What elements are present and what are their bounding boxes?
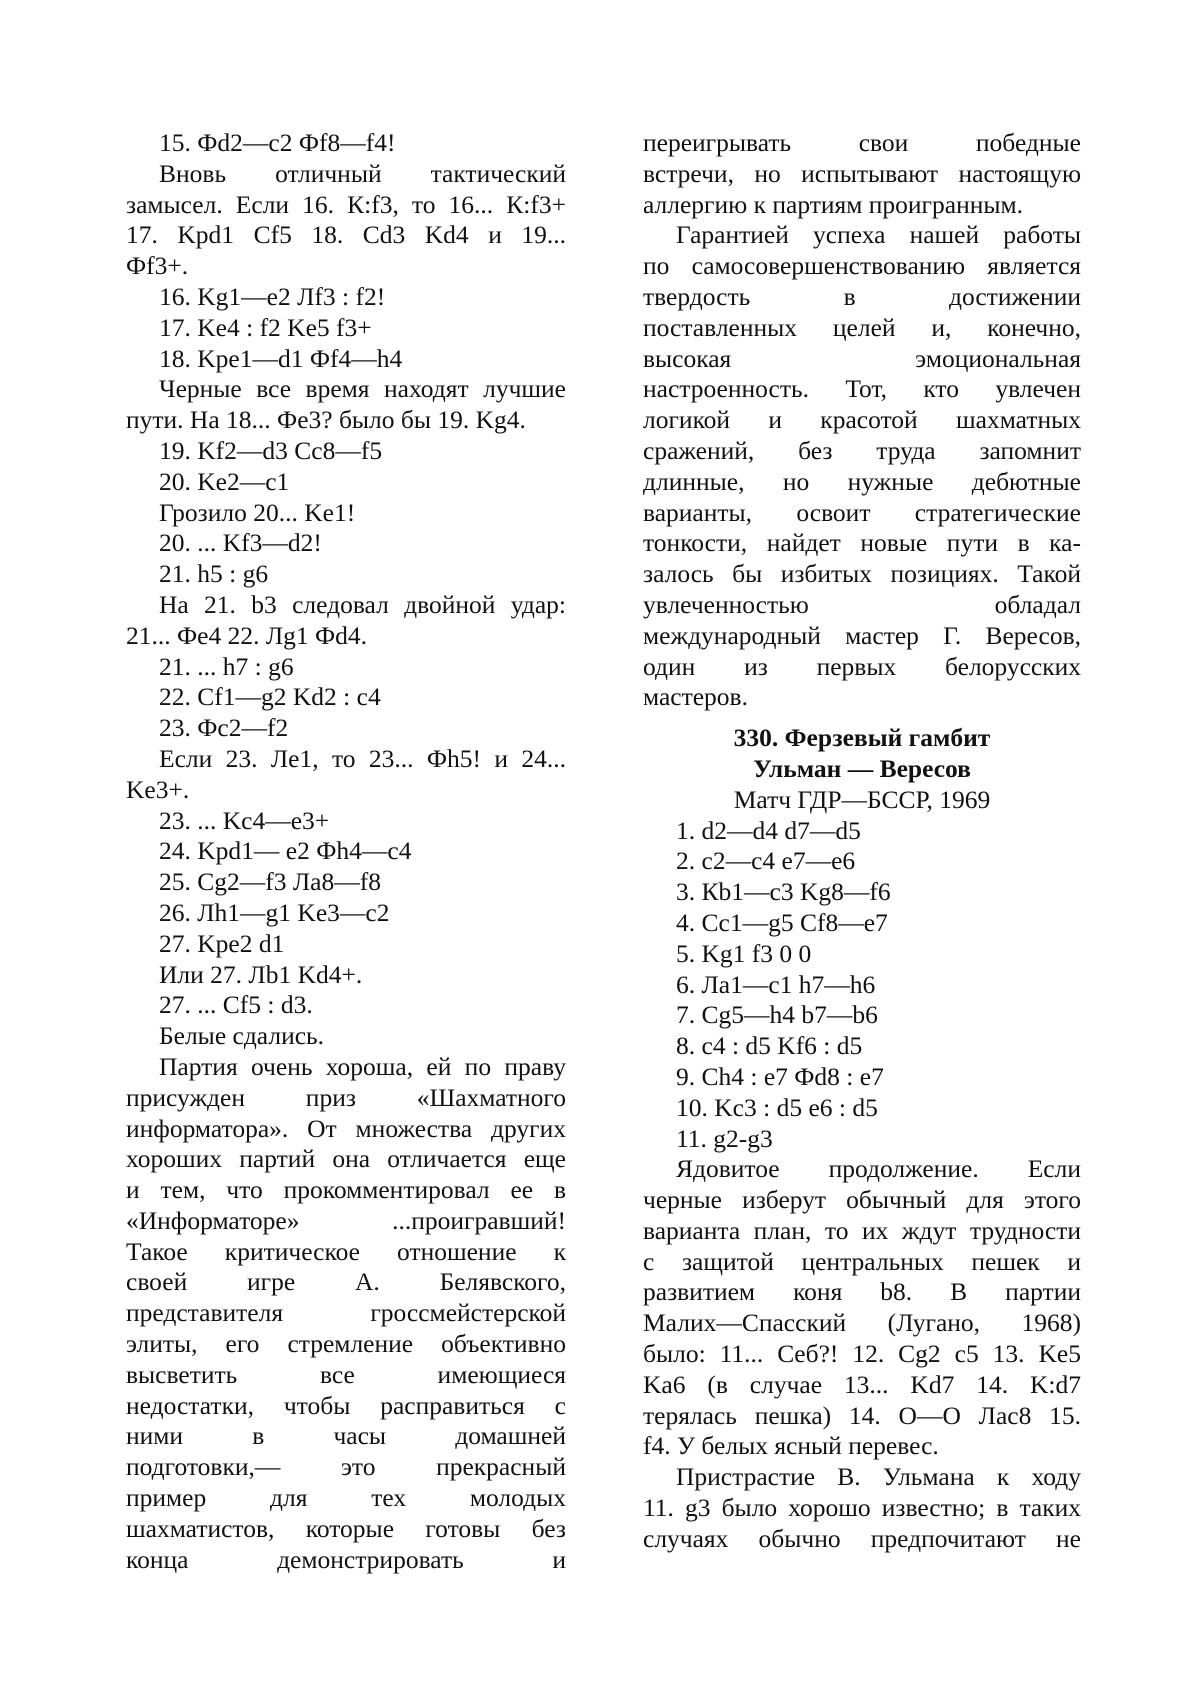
move-line: 1. d2—d4 d7—d5 — [676, 815, 861, 845]
move-line: 7. Cg5—h4 b7—b6 — [676, 1000, 878, 1030]
paragraph-first-line: Пристрастие В. Ульмана к ходу — [676, 1462, 1081, 1492]
paragraph-line: хороших партий она отличается еще — [126, 1144, 566, 1174]
paragraph-last-line: Ke3+. — [126, 774, 190, 804]
move-line: 6. Лa1—c1 h7—h6 — [676, 969, 876, 999]
paragraph-line: залось бы избитых позициях. Такой — [643, 559, 1081, 589]
paragraph-line: один из первых белорусских — [643, 651, 1081, 681]
move-line: 11. g2-g3 — [676, 1123, 773, 1153]
paragraph-line: высветить все имеющиеся — [126, 1359, 566, 1389]
paragraph-line: 11. g3 было хорошо известно; в таких — [643, 1493, 1081, 1523]
paragraph-line: терялась пешка) 14. O—O Лac8 15. — [643, 1400, 1081, 1430]
move-line: 23. ... Kc4—e3+ — [159, 805, 330, 835]
paragraph-line: твердость в достижении — [643, 281, 1081, 311]
paragraph-last-line: f4. У белых ясный перевес. — [643, 1431, 939, 1461]
paragraph-line: переигрывать свои победные — [643, 128, 1081, 157]
paragraph-line: развитием коня b8. В партии — [643, 1277, 1081, 1307]
move-line: 4. Cc1—g5 Cf8—e7 — [676, 907, 888, 937]
move-line: 2. c2—c4 e7—e6 — [676, 846, 856, 876]
move-line: 10. Kc3 : d5 e6 : d5 — [676, 1092, 878, 1122]
move-line: 20. Ke2—c1 — [159, 466, 290, 496]
paragraph-last-line: Фf3+. — [126, 251, 189, 281]
move-line: Или 27. Лb1 Kd4+. — [159, 959, 363, 989]
game-heading: 330. Ферзевый гамбит — [733, 723, 991, 753]
move-line: 16. Kg1—e2 Лf3 : f2! — [159, 281, 386, 311]
paragraph-line: поставленных целей и, конечно, — [643, 312, 1081, 342]
paragraph-line: и тем, что прокомментировал ее в — [126, 1175, 566, 1205]
move-line: 21. h5 : g6 — [159, 559, 269, 589]
paragraph-line: шахматистов, которые готовы без — [126, 1513, 566, 1543]
game-heading: Ульман — Вересов — [753, 753, 971, 783]
paragraph-line: 17. Kpd1 Cf5 18. Cd3 Kd4 и 19... — [126, 220, 566, 250]
paragraph-line: сражений, без труда запомнит — [643, 435, 1081, 465]
move-line: 21. ... h7 : g6 — [159, 651, 294, 681]
paragraph-last-line: аллергию к партиям проигранным. — [643, 189, 1024, 219]
paragraph-line: Такое критическое отношение к — [126, 1236, 566, 1266]
paragraph-line: логикой и красотой шахматных — [643, 405, 1081, 435]
paragraph-line: элиты, его стремление объективно — [126, 1329, 566, 1359]
paragraph-line: варианты, освоит стратегические — [643, 497, 1081, 527]
move-line: 18. Kpe1—d1 Фf4—h4 — [159, 343, 403, 373]
paragraph-first-line: Черные все время находят лучшие — [159, 374, 566, 404]
move-line: 23. Фc2—f2 — [159, 713, 289, 743]
paragraph-line: ними в часы домашней — [126, 1421, 566, 1451]
paragraph-line: Малих—Спасский (Лугано, 1968) — [643, 1308, 1081, 1338]
paragraph-line: с защитой центральных пешек и — [643, 1246, 1081, 1276]
move-line: Грозило 20... Ke1! — [159, 497, 356, 527]
paragraph-line: замысел. Если 16. К:f3, то 16... К:f3+ — [126, 189, 566, 219]
paragraph-line: высокая эмоциональная — [643, 343, 1081, 373]
move-line: 17. Ke4 : f2 Ke5 f3+ — [159, 312, 372, 342]
move-line: 9. Ch4 : e7 Фd8 : e7 — [676, 1061, 884, 1091]
paragraph-line: черные изберут обычный для этого — [643, 1185, 1081, 1215]
paragraph-line: пример для тех молодых — [126, 1483, 566, 1513]
paragraph-line: недостатки, чтобы расправиться с — [126, 1390, 566, 1420]
paragraph-line: «Информаторе» ...проигравший! — [126, 1205, 566, 1235]
paragraph-last-line: мастеров. — [643, 682, 748, 712]
paragraph-line: Ka6 (в случае 13... Kd7 14. K:d7 — [643, 1369, 1081, 1399]
move-line: 22. Cf1—g2 Kd2 : c4 — [159, 682, 381, 712]
move-line: Белые сдались. — [159, 1021, 325, 1051]
move-line: 5. Kg1 f3 0 0 — [676, 938, 812, 968]
paragraph-line: международный мастер Г. Вересов, — [643, 620, 1081, 650]
paragraph-first-line: Гарантией успеха нашей работы — [676, 220, 1081, 250]
paragraph-last-line: пути. На 18... Фe3? было бы 19. Kg4. — [126, 405, 526, 435]
paragraph-line: варианта план, то их ждут трудности — [643, 1215, 1081, 1245]
move-line: 25. Cg2—f3 Лa8—f8 — [159, 867, 381, 897]
paragraph-line: информатора». От множества других — [126, 1113, 566, 1143]
paragraph-line: своей игре А. Белявского, — [126, 1267, 566, 1297]
paragraph-line: подготовки,— это прекрасный — [126, 1452, 566, 1482]
move-line: 26. Лh1—g1 Ke3—c2 — [159, 897, 390, 927]
paragraph-line: длинные, но нужные дебютные — [643, 466, 1081, 496]
paragraph-last-line: 21... Фe4 22. Лg1 Фd4. — [126, 620, 368, 650]
move-line: 20. ... Kf3—d2! — [159, 528, 322, 558]
move-line: 27. Kpe2 d1 — [159, 928, 285, 958]
paragraph-line: конца демонстрировать и — [126, 1544, 566, 1574]
paragraph-first-line: На 21. b3 следовал двойной удар: — [159, 589, 566, 619]
paragraph-line: присужден приз «Шахматного — [126, 1082, 566, 1112]
paragraph-line: настроенность. Тот, кто увлечен — [643, 374, 1081, 404]
move-line: 3. Кb1—c3 Kg8—f6 — [676, 877, 891, 907]
paragraph-first-line: Если 23. Лe1, то 23... Фh5! и 24... — [159, 743, 566, 773]
paragraph-line: по самосовершенствованию является — [643, 251, 1081, 281]
paragraph-line: встречи, но испытывают настоящую — [643, 158, 1081, 188]
left-column — [126, 128, 566, 1575]
game-subheading: Матч ГДР—БССР, 1969 — [733, 784, 991, 814]
right-column — [643, 128, 1081, 1555]
paragraph-line: случаях обычно предпочитают не — [643, 1523, 1081, 1553]
paragraph-line: увлеченностью обладал — [643, 589, 1081, 619]
paragraph-first-line: Партия очень хороша, ей по праву — [159, 1051, 566, 1081]
move-line: 27. ... Cf5 : d3. — [159, 990, 313, 1020]
paragraph-line: тонкости, найдет новые пути в ка- — [643, 528, 1081, 558]
spacer — [643, 713, 1081, 723]
move-line: 8. c4 : d5 Kf6 : d5 — [676, 1031, 863, 1061]
paragraph-line: было: 11... Ceб?! 12. Cg2 c5 13. Ke5 — [643, 1339, 1081, 1369]
paragraph-line: представителя гроссмейстерской — [126, 1298, 566, 1328]
move-line: 15. Фd2—c2 Фf8—f4! — [159, 128, 396, 157]
move-line: 24. Kpd1— e2 Фh4—c4 — [159, 836, 412, 866]
paragraph-first-line: Ядовитое продолжение. Если — [676, 1154, 1081, 1184]
move-line: 19. Kf2—d3 Cc8—f5 — [159, 435, 383, 465]
paragraph-first-line: Вновь отличный тактический — [159, 158, 566, 188]
